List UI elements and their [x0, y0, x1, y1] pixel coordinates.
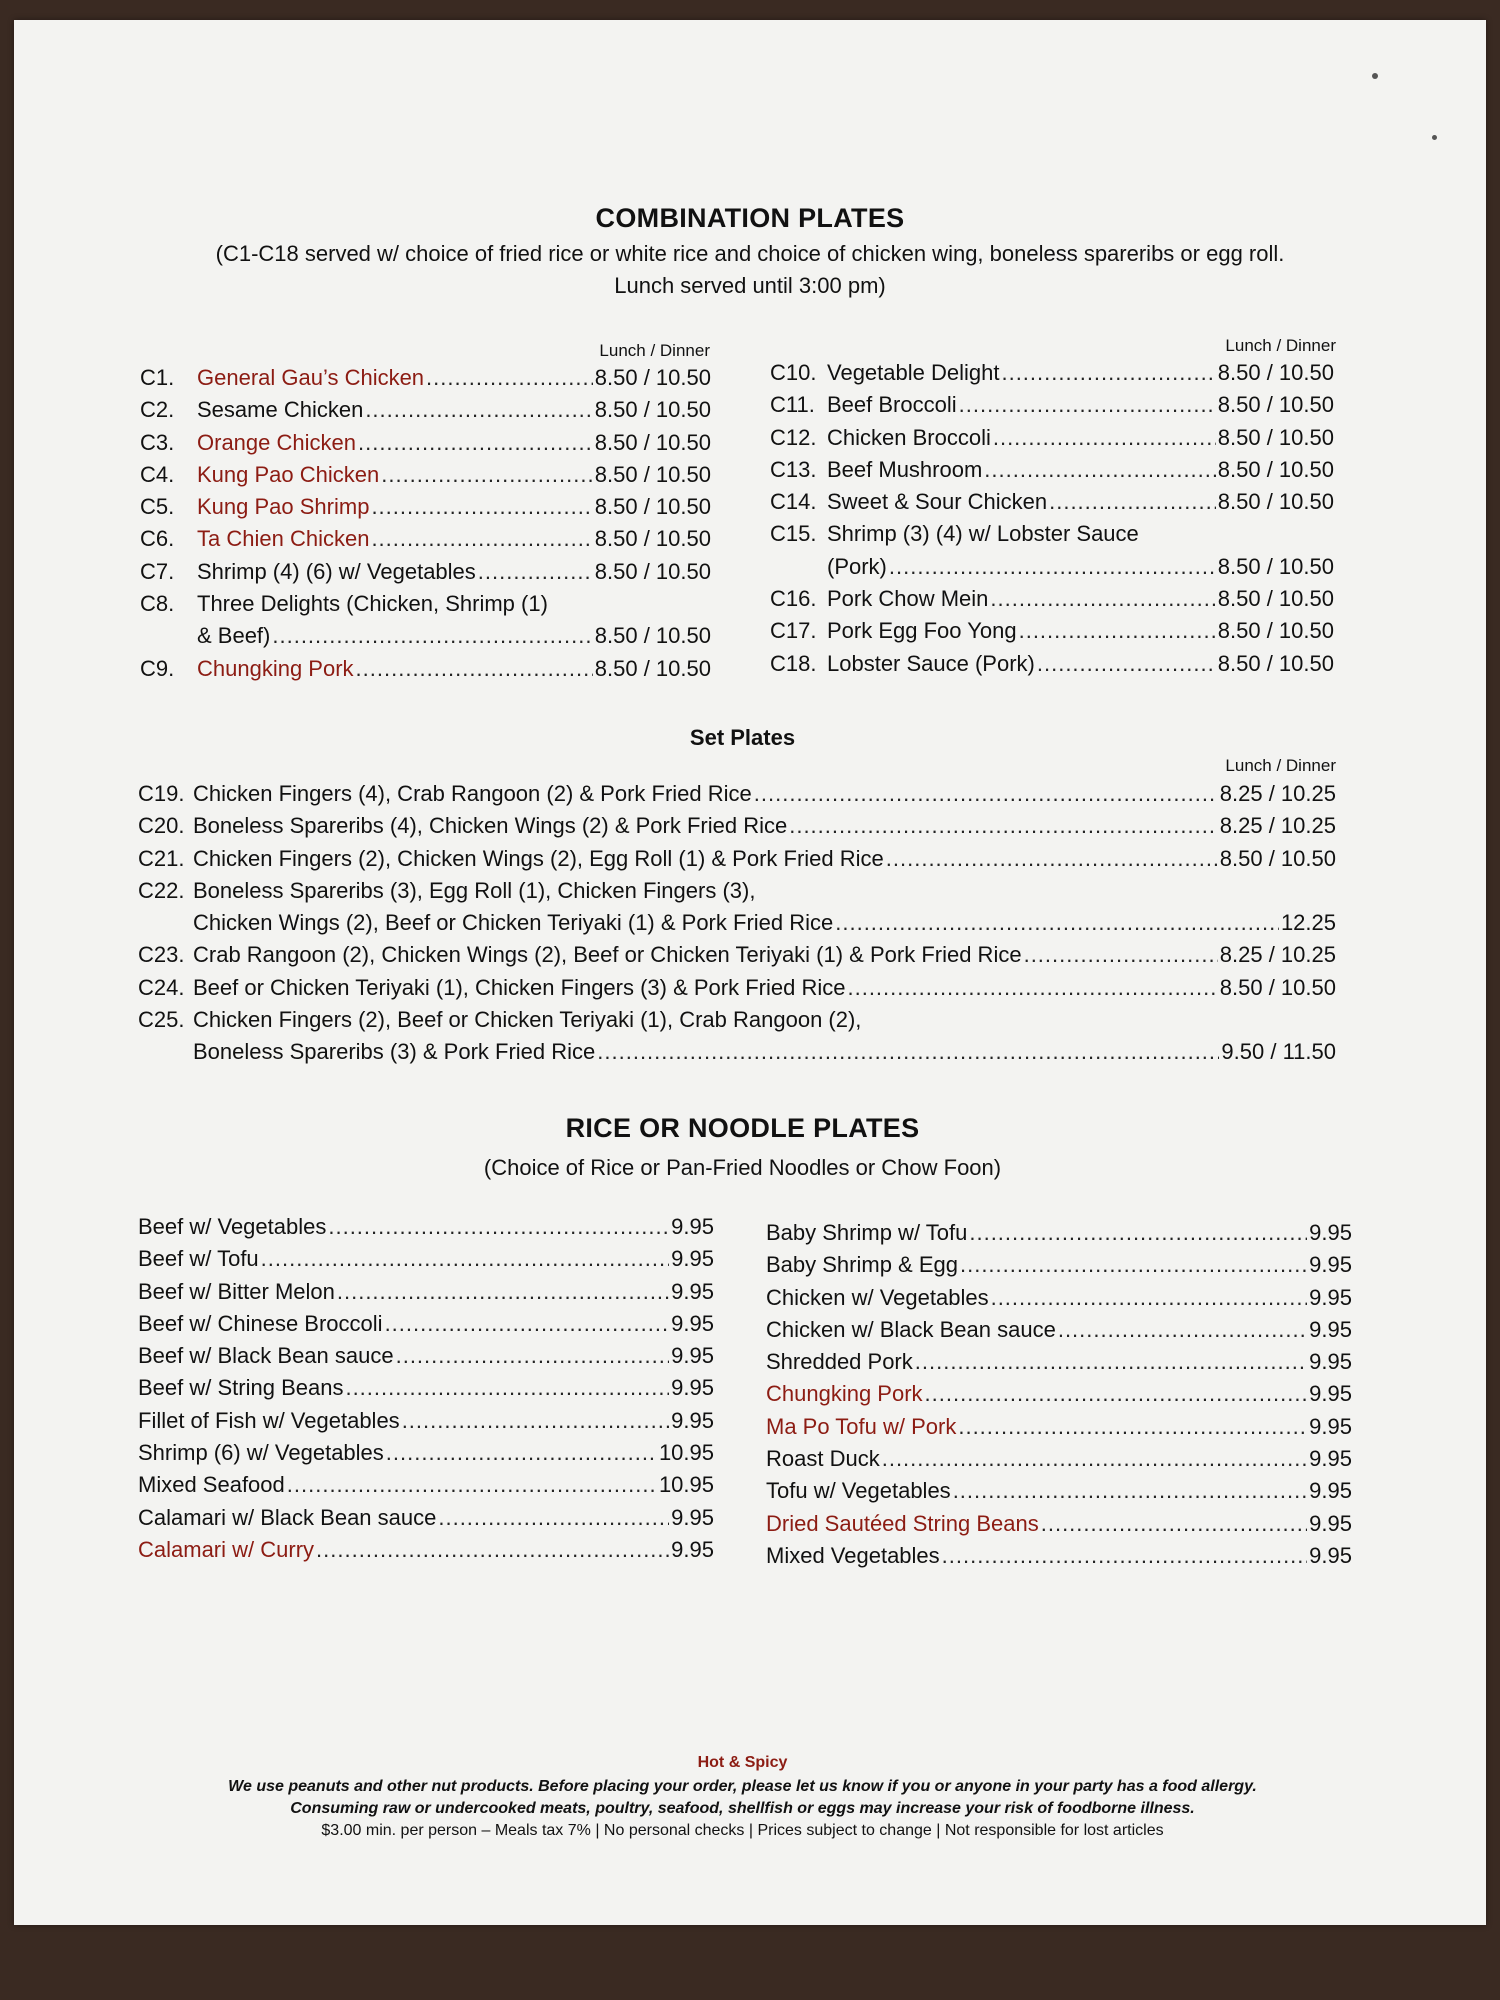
dot-leader	[396, 1343, 670, 1369]
menu-item-row	[140, 656, 711, 688]
item-code: C12.	[770, 424, 817, 450]
item-code: C2.	[140, 397, 175, 423]
menu-item-row	[140, 526, 711, 558]
item-price: 8.50 / 10.50	[594, 526, 711, 552]
combination-plates-title: COMBINATION PLATES	[595, 203, 905, 233]
menu-item-row	[138, 1375, 714, 1407]
item-price: 9.95	[671, 1504, 714, 1530]
menu-item-row	[138, 1537, 714, 1569]
menu-item-row	[138, 910, 1336, 942]
item-name: Chungking Pork	[766, 1381, 923, 1407]
dot-leader	[356, 656, 593, 682]
rice-noodle-left-list	[138, 1214, 714, 1569]
item-name: Mixed Vegetables	[766, 1542, 940, 1568]
menu-item-row	[140, 397, 711, 429]
set-plates-column-header: Lunch / Dinner	[1225, 756, 1336, 775]
dot-leader	[402, 1408, 669, 1434]
item-price: 8.50 / 10.50	[594, 623, 711, 649]
menu-item-row	[140, 462, 711, 494]
set-plates-title: Set Plates	[689, 725, 796, 750]
dot-leader	[345, 1375, 669, 1401]
item-name: Mixed Seafood	[138, 1472, 285, 1498]
menu-item-row	[138, 942, 1336, 974]
item-price: 8.25 / 10.25	[1219, 781, 1336, 806]
rice-noodle-title: RICE OR NOODLE PLATES	[565, 1113, 920, 1143]
item-price: 8.50 / 10.50	[1217, 489, 1334, 515]
menu-item-row	[770, 618, 1334, 650]
item-price: 9.95	[671, 1407, 714, 1433]
dot-leader	[371, 526, 592, 552]
menu-item-row	[138, 1408, 714, 1440]
item-price: 8.50 / 10.50	[1217, 553, 1334, 579]
dot-leader	[272, 623, 592, 649]
item-code: C25.	[138, 1007, 185, 1033]
menu-item-row	[770, 392, 1334, 424]
item-code: C10.	[770, 360, 817, 385]
item-code: C14.	[770, 489, 817, 515]
dot-leader	[889, 554, 1216, 580]
item-name: Orange Chicken	[197, 429, 356, 455]
item-price: 8.50 / 10.50	[594, 655, 711, 681]
item-code: C1.	[140, 365, 175, 390]
item-name: Lobster Sauce (Pork)	[827, 650, 1035, 676]
item-price: 8.25 / 10.25	[1219, 942, 1336, 968]
item-code: C19.	[138, 781, 185, 806]
item-name: Vegetable Delight	[827, 360, 1000, 385]
dot-leader	[597, 1039, 1219, 1065]
set-plates-list	[138, 781, 1336, 1072]
item-price: 9.95	[1309, 1220, 1352, 1245]
item-code: C21.	[138, 845, 185, 871]
dot-leader	[882, 1446, 1307, 1472]
item-name: Boneless Spareribs (4), Chicken Wings (2) & Pork Fried Rice	[193, 813, 788, 839]
menu-item-row	[766, 1252, 1352, 1284]
item-name: Baby Shrimp & Egg	[766, 1252, 958, 1278]
dot-leader	[381, 462, 593, 488]
menu-item-row	[766, 1478, 1352, 1510]
menu-item-row	[770, 651, 1334, 683]
dot-leader	[1024, 942, 1218, 968]
dot-leader	[886, 846, 1218, 872]
menu-item-row	[138, 813, 1336, 845]
item-price: 9.95	[1309, 1349, 1352, 1375]
dot-leader	[984, 457, 1215, 483]
item-name: General Gau’s Chicken	[197, 365, 425, 390]
menu-item-row	[138, 1007, 1336, 1039]
menu-item-row	[138, 975, 1336, 1007]
menu-item-row	[766, 1349, 1352, 1381]
menu-item-row	[138, 1343, 714, 1375]
dot-leader	[478, 559, 593, 585]
dot-leader	[958, 1414, 1307, 1440]
menu-item-row	[770, 425, 1334, 457]
item-name: Fillet of Fish w/ Vegetables	[138, 1407, 400, 1433]
item-name: Beef Mushroom	[827, 456, 983, 482]
item-code: C20.	[138, 813, 185, 839]
item-price: 8.50 / 10.50	[594, 558, 711, 584]
allergy-note: We use peanuts and other nut products. Before placing your order, please let us know if you or anyone in your party has a food allergy.	[228, 1778, 1257, 1795]
item-price: 9.95	[671, 1278, 714, 1304]
dot-leader	[960, 1252, 1307, 1278]
menu-item-row	[140, 494, 711, 526]
item-code: C11.	[770, 392, 815, 418]
dot-leader	[386, 1440, 657, 1466]
item-name: Kung Pao Chicken	[197, 461, 380, 487]
item-name: Boneless Spareribs (3) & Pork Fried Rice	[193, 1039, 596, 1065]
menu-item-row	[140, 591, 711, 623]
item-name: & Beef)	[197, 623, 271, 649]
menu-item-row	[770, 521, 1334, 553]
item-price: 9.95	[1309, 1446, 1352, 1472]
dot-leader	[754, 781, 1218, 807]
combo-right-column-header: Lunch / Dinner	[1225, 336, 1336, 355]
item-name: Beef Broccoli	[827, 392, 957, 418]
item-price: 8.50 / 10.50	[1217, 456, 1334, 482]
dot-leader	[358, 430, 593, 456]
menu-item-row	[766, 1381, 1352, 1413]
item-name: Beef w/ Vegetables	[138, 1214, 327, 1239]
dot-leader	[316, 1537, 669, 1563]
item-name: Ma Po Tofu w/ Pork	[766, 1413, 957, 1439]
menu-item-row	[140, 623, 711, 655]
item-code: C17.	[770, 618, 817, 644]
menu-item-row	[138, 1311, 714, 1343]
dot-leader	[365, 397, 592, 423]
item-name: Chicken Fingers (2), Chicken Wings (2), Egg Roll (1) & Pork Fried Rice	[193, 845, 884, 871]
item-price: 9.95	[1309, 1381, 1352, 1407]
menu-item-row	[138, 781, 1336, 813]
item-name: Shrimp (4) (6) w/ Vegetables	[197, 558, 476, 584]
pin-hole-icon	[1432, 135, 1437, 140]
menu-item-row	[138, 1440, 714, 1472]
dot-leader	[1058, 1317, 1307, 1343]
item-code: C6.	[140, 526, 175, 552]
item-price: 8.50 / 10.50	[594, 494, 711, 520]
item-code: C24.	[138, 974, 185, 1000]
menu-item-row	[140, 365, 711, 397]
item-name: Boneless Spareribs (3), Egg Roll (1), Chicken Fingers (3),	[193, 877, 756, 903]
item-price: 9.95	[1309, 1284, 1352, 1310]
dot-leader	[835, 910, 1279, 936]
item-price: 9.95	[671, 1214, 714, 1239]
menu-item-row	[138, 1505, 714, 1537]
item-code: C15.	[770, 521, 817, 547]
menu-item-row	[766, 1414, 1352, 1446]
item-name: Chicken Fingers (4), Crab Rangoon (2) & Pork Fried Rice	[193, 781, 752, 806]
dot-leader	[915, 1349, 1307, 1375]
item-name: Chicken Wings (2), Beef or Chicken Teriyaki (1) & Pork Fried Rice	[193, 910, 834, 936]
item-price: 8.25 / 10.25	[1219, 813, 1336, 839]
menu-item-row	[766, 1511, 1352, 1543]
item-price: 8.50 / 10.50	[1219, 845, 1336, 871]
menu-item-row	[766, 1220, 1352, 1252]
dot-leader	[969, 1220, 1307, 1246]
item-name: Beef w/ String Beans	[138, 1375, 344, 1401]
menu-item-row	[138, 878, 1336, 910]
item-code: C18.	[770, 650, 817, 676]
dot-leader	[789, 813, 1218, 839]
item-price: 9.95	[671, 1246, 714, 1272]
item-price: 8.50 / 10.50	[1217, 618, 1334, 644]
item-name: Beef or Chicken Teriyaki (1), Chicken Fingers (3) & Pork Fried Rice	[193, 974, 846, 1000]
item-name: Roast Duck	[766, 1446, 880, 1472]
item-name: Crab Rangoon (2), Chicken Wings (2), Beef or Chicken Teriyaki (1) & Pork Fried Rice	[193, 942, 1022, 968]
item-code: C7.	[140, 558, 175, 584]
menu-item-row	[138, 1472, 714, 1504]
dot-leader	[847, 975, 1217, 1001]
item-code: C9.	[140, 655, 175, 681]
item-price: 9.95	[1309, 1252, 1352, 1278]
dot-leader	[328, 1214, 669, 1240]
dot-leader	[385, 1311, 670, 1337]
item-name: Shrimp (6) w/ Vegetables	[138, 1440, 384, 1466]
menu-item-row	[138, 846, 1336, 878]
item-price: 10.95	[658, 1440, 714, 1466]
item-name: Beef w/ Chinese Broccoli	[138, 1310, 383, 1336]
item-code: C23.	[138, 942, 185, 968]
dot-leader	[1019, 618, 1216, 644]
rice-noodle-subtitle: (Choice of Rice or Pan-Fried Noodles or Chow Foon)	[483, 1155, 1002, 1180]
menu-item-row	[770, 457, 1334, 489]
item-name: Pork Chow Mein	[827, 586, 989, 612]
item-name: Chungking Pork	[197, 655, 354, 681]
menu-item-row	[770, 360, 1334, 392]
menu-item-row	[138, 1214, 714, 1246]
menu-item-row	[140, 559, 711, 591]
item-price: 9.95	[671, 1375, 714, 1401]
menu-item-row	[766, 1285, 1352, 1317]
item-name: Beef w/ Tofu	[138, 1246, 259, 1272]
dot-leader	[1037, 651, 1216, 677]
item-price: 12.25	[1280, 910, 1336, 936]
menu-item-row	[770, 554, 1334, 586]
combo-left-list	[140, 365, 711, 688]
item-price: 9.95	[671, 1310, 714, 1336]
menu-item-row	[770, 489, 1334, 521]
item-name: Calamari w/ Curry	[138, 1536, 315, 1562]
item-price: 9.95	[1309, 1413, 1352, 1439]
item-price: 8.50 / 10.50	[1217, 392, 1334, 418]
item-name: Shredded Pork	[766, 1349, 913, 1375]
item-name: Chicken w/ Vegetables	[766, 1284, 989, 1310]
item-price: 9.95	[671, 1343, 714, 1369]
item-price: 8.50 / 10.50	[1219, 974, 1336, 1000]
item-price: 8.50 / 10.50	[1217, 586, 1334, 612]
item-name: Chicken w/ Black Bean sauce	[766, 1316, 1056, 1342]
dot-leader	[426, 365, 593, 391]
dot-leader	[1041, 1511, 1307, 1537]
dot-leader	[991, 1285, 1308, 1311]
item-name: Sesame Chicken	[197, 397, 364, 423]
dot-leader	[261, 1246, 670, 1272]
item-price: 8.50 / 10.50	[594, 461, 711, 487]
combination-plates-subtitle-line1: (C1-C18 served w/ choice of fried rice or white rice and choice of chicken wing, boneless spareribs or egg roll.	[215, 241, 1285, 266]
item-name: Pork Egg Foo Yong	[827, 618, 1017, 644]
menu-item-row	[766, 1543, 1352, 1575]
menu-item-row	[766, 1317, 1352, 1349]
menu-item-row	[770, 586, 1334, 618]
item-name: Ta Chien Chicken	[197, 526, 370, 552]
item-price: 8.50 / 10.50	[594, 429, 711, 455]
pin-hole-icon	[1372, 73, 1378, 79]
item-price: 9.50 / 11.50	[1221, 1039, 1336, 1065]
dot-leader	[371, 494, 592, 520]
item-name: Three Delights (Chicken, Shrimp (1)	[197, 591, 548, 617]
item-price: 8.50 / 10.50	[1217, 424, 1334, 450]
dot-leader	[942, 1543, 1308, 1569]
item-name: Kung Pao Shrimp	[197, 494, 370, 520]
footer	[0, 1754, 1485, 1842]
item-name: Baby Shrimp w/ Tofu	[766, 1220, 968, 1245]
dot-leader	[1049, 489, 1216, 515]
dot-leader	[1001, 360, 1215, 386]
item-name: Chicken Broccoli	[827, 424, 991, 450]
dot-leader	[959, 392, 1216, 418]
item-name: (Pork)	[827, 553, 887, 579]
dot-leader	[337, 1279, 669, 1305]
item-price: 8.50 / 10.50	[594, 397, 711, 423]
item-name: Chicken Fingers (2), Beef or Chicken Teriyaki (1), Crab Rangoon (2),	[193, 1007, 862, 1033]
item-code: C5.	[140, 494, 175, 520]
menu-item-row	[766, 1446, 1352, 1478]
item-code: C3.	[140, 429, 175, 455]
dot-leader	[953, 1478, 1307, 1504]
item-name: Shrimp (3) (4) w/ Lobster Sauce	[827, 521, 1139, 547]
combination-plates-subtitle-line2: Lunch served until 3:00 pm)	[614, 273, 886, 298]
item-price: 8.50 / 10.50	[1217, 360, 1334, 385]
item-price: 10.95	[658, 1472, 714, 1498]
dot-leader	[438, 1505, 669, 1531]
item-price: 9.95	[671, 1536, 714, 1562]
item-price: 8.50 / 10.50	[1217, 650, 1334, 676]
item-name: Dried Sautéed String Beans	[766, 1510, 1039, 1536]
item-name: Beef w/ Black Bean sauce	[138, 1343, 394, 1369]
menu-item-row	[140, 430, 711, 462]
raw-food-note: Consuming raw or undercooked meats, poultry, seafood, shellfish or eggs may increase your risk of foodborne illness.	[290, 1800, 1195, 1817]
item-name: Beef w/ Bitter Melon	[138, 1278, 335, 1304]
dot-leader	[990, 586, 1215, 612]
item-price: 9.95	[1309, 1478, 1352, 1504]
menu-item-row	[138, 1039, 1336, 1071]
item-code: C8.	[140, 591, 175, 617]
hot-spicy-legend: Hot & Spicy	[697, 1754, 788, 1771]
item-name: Calamari w/ Black Bean sauce	[138, 1504, 437, 1530]
item-code: C4.	[140, 461, 175, 487]
item-price: 9.95	[1309, 1316, 1352, 1342]
combo-right-list	[770, 360, 1334, 683]
policy-note: $3.00 min. per person – Meals tax 7% | No personal checks | Prices subject to change | Not responsible for lost articles	[321, 1822, 1164, 1839]
item-code: C13.	[770, 456, 817, 482]
item-name: Sweet & Sour Chicken	[827, 489, 1048, 515]
menu-item-row	[138, 1246, 714, 1278]
dot-leader	[287, 1472, 657, 1498]
menu-item-row	[138, 1279, 714, 1311]
item-price: 9.95	[1309, 1542, 1352, 1568]
item-name: Tofu w/ Vegetables	[766, 1478, 951, 1504]
item-price: 8.50 / 10.50	[594, 365, 711, 390]
dot-leader	[925, 1381, 1308, 1407]
item-code: C22.	[138, 877, 185, 903]
dot-leader	[993, 425, 1216, 451]
item-price: 9.95	[1309, 1510, 1352, 1536]
item-code: C16.	[770, 586, 817, 612]
rice-noodle-right-list	[766, 1220, 1352, 1575]
combo-left-column-header: Lunch / Dinner	[599, 341, 710, 360]
